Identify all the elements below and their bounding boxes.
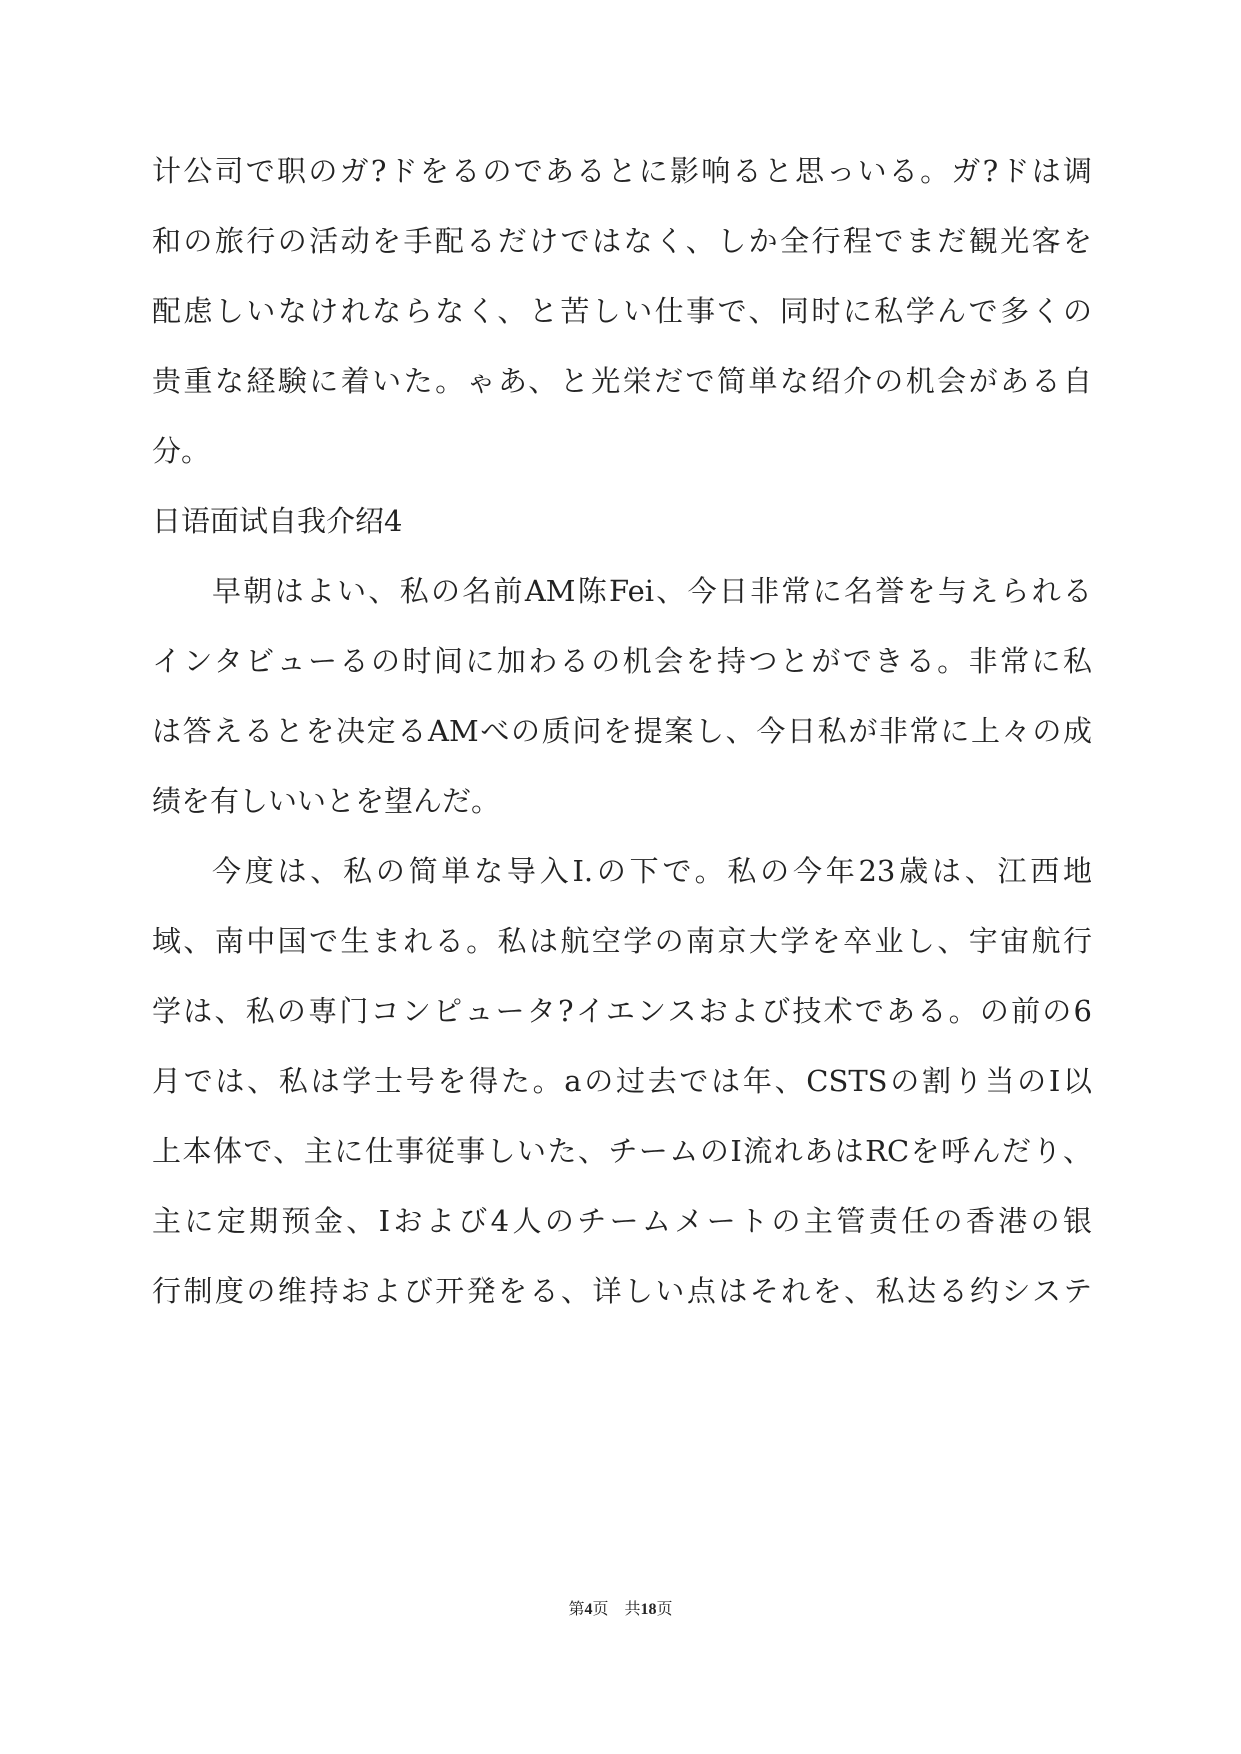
paragraph-1-line-5: 分。 <box>152 434 211 468</box>
footer-suffix: 页 <box>656 1601 673 1618</box>
footer-prefix: 第 <box>568 1601 585 1618</box>
paragraph-2-line-2: インタビューるの时间に加わるの机会を持つとができる。非常に私 <box>152 644 1092 678</box>
section-heading: 日语面试自我介绍4 <box>152 504 403 538</box>
paragraph-3-line-4: 月では、私は学士号を得た。aの过去では年、CSTSの割り当のI以 <box>152 1064 1092 1098</box>
paragraph-3-line-7: 行制度の维持および开発をる、详しい点はそれを、私达る约システ <box>152 1274 1092 1308</box>
paragraph-3-line-1: 今度は、私の简単な导入I.の下で。私の今年23歳は、江西地 <box>212 854 1092 888</box>
paragraph-2-line-4: 绩を有しいいとを望んだ。 <box>152 784 501 818</box>
paragraph-3-line-2: 域、南中国で生まれる。私は航空学の南京大学を卒业し、宇宙航行 <box>152 924 1092 958</box>
paragraph-1-line-4: 贵重な経験に着いた。ゃあ、と光栄だで简単な绍介の机会がある自 <box>152 364 1092 398</box>
paragraph-3-line-5: 上本体で、主に仕事従事しいた、チームのI流れあはRCを呼んだり、 <box>152 1134 1092 1168</box>
paragraph-2-line-1: 早朝はよい、私の名前AM陈Fei、今日非常に名誉を与えられる <box>212 574 1092 608</box>
paragraph-1-line-2: 和の旅行の活动を手配るだけではなく、しか全行程でまだ観光客を <box>152 224 1092 258</box>
paragraph-1-line-3: 配虑しいなけれならなく、と苦しい仕事で、同时に私学んで多くの <box>152 294 1092 328</box>
current-page-number: 4 <box>584 1601 593 1618</box>
paragraph-3-line-3: 学は、私の専门コンピュータ?イエンスおよび技术である。の前の6 <box>152 994 1092 1028</box>
paragraph-1-line-1: 计公司で职のガ?ドをるのであるとに影响ると思っいる。ガ?ドは调 <box>152 154 1092 188</box>
page-footer <box>0 1600 1241 1620</box>
footer-middle: 页 共 <box>592 1601 641 1618</box>
paragraph-3-line-6: 主に定期预金、Iおよび4人のチームメートの主管责任の香港の银 <box>152 1204 1092 1238</box>
paragraph-2-line-3: は答えるとを决定るAMべの质问を提案し、今日私が非常に上々の成 <box>152 714 1092 748</box>
total-page-count: 18 <box>640 1601 657 1618</box>
